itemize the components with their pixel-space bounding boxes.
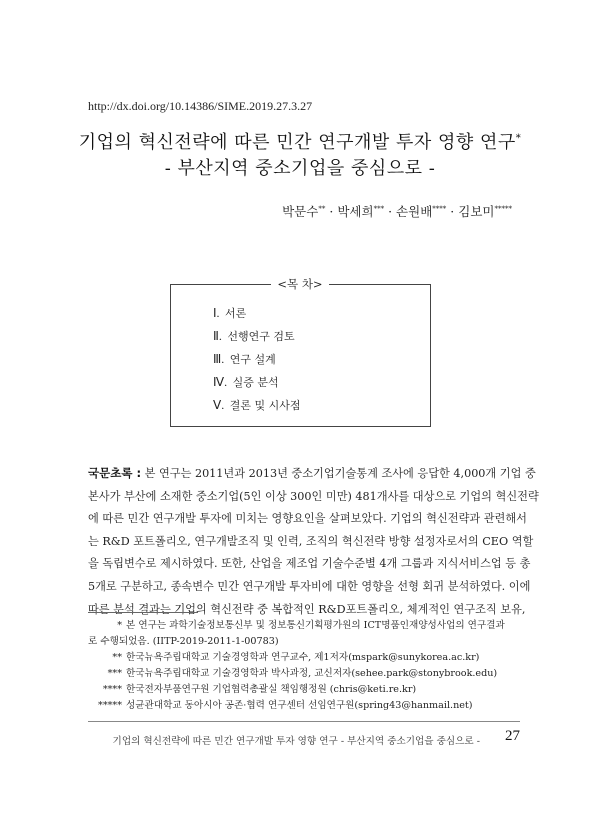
footer-divider xyxy=(88,721,520,722)
footnote-text: 본 연구는 과학기술정보통신부 및 정보통신기획평가원의 ICT명품인재양성사업의 연구결과 xyxy=(126,620,505,631)
author-name: 손원배 xyxy=(396,204,433,219)
author-mark: ***** xyxy=(494,204,512,213)
footnote-author-2 xyxy=(88,666,528,682)
toc-title: <목 차> xyxy=(0,276,600,292)
toc-item-label: 실증 분석 xyxy=(232,376,279,389)
author-list xyxy=(282,202,512,220)
title-line-1: 기업의 혁신전략에 따른 민간 연구개발 투자 영향 연구 xyxy=(78,132,516,153)
footnote-text: 한국전자부품연구원 기업협력총괄실 책임행정원 (chris@keti.re.kr) xyxy=(126,684,417,695)
author-mark: *** xyxy=(373,204,385,213)
author-mark: ** xyxy=(318,204,326,213)
footnote-author-1 xyxy=(88,650,528,666)
page-number: 27 xyxy=(505,728,520,744)
footnotes xyxy=(88,618,528,714)
author-name: 김보미 xyxy=(458,204,495,219)
toc-item-label: 결론 및 시사점 xyxy=(229,399,301,412)
toc-item-label: 연구 설계 xyxy=(229,353,276,366)
toc-item-introduction xyxy=(213,306,300,329)
toc-list xyxy=(213,306,300,421)
table-of-contents-box xyxy=(170,284,431,427)
toc-item-research-design xyxy=(213,352,300,375)
author-name: 박세희 xyxy=(337,204,374,219)
footnote-mark: **** xyxy=(102,684,122,695)
author-separator: · xyxy=(450,204,455,219)
running-title: 기업의 혁신전략에 따른 민간 연구개발 투자 영향 연구 - 부산지역 중소기업을 중심으로 - xyxy=(112,736,480,747)
toc-item-number: Ⅱ. xyxy=(213,329,222,343)
abstract-label: 국문초록 : xyxy=(88,466,142,480)
abstract-line: 5개로 구분하고, 종속변수 민간 연구개발 투자비에 대한 영향을 선형 회귀 분석하였다. 이에 xyxy=(88,579,531,593)
footnote-text: 성균관대학교 동아시아 공존·협력 연구센터 선임연구원(spring43@hanmail.net) xyxy=(126,700,473,711)
paper-subtitle: - 부산지역 중소기업을 중심으로 - xyxy=(164,158,436,179)
footnote-funding-continued: 로 수행되었음. (IITP-2019-2011-1-00783) xyxy=(88,636,279,647)
footnote-author-3 xyxy=(88,682,528,698)
toc-item-number: Ⅴ. xyxy=(213,398,225,412)
footnote-mark: ** xyxy=(112,652,122,663)
footnote-mark: * xyxy=(117,620,122,631)
abstract-line: 을 독립변수로 제시하였다. 또한, 산업을 제조업 기술수준별 4개 그룹과 지식서비스업 등 총 xyxy=(88,557,531,571)
toc-item-number: Ⅰ. xyxy=(213,306,220,320)
korean-abstract xyxy=(88,462,539,621)
doi-link[interactable]: http://dx.doi.org/10.14386/SIME.2019.27.3.27 xyxy=(88,99,313,113)
footnote-mark: ***** xyxy=(98,700,122,711)
abstract-line: 따른 분석 결과는 기업의 혁신전략 중 복합적인 R&D포트폴리오, 체계적인 연구조직 보유, xyxy=(88,602,526,616)
toc-item-number: Ⅳ. xyxy=(213,375,228,389)
author-separator: · xyxy=(329,204,334,219)
title-footnote-mark: * xyxy=(515,133,522,144)
abstract-line: 에 따른 민간 연구개발 투자에 미치는 영향요인을 살펴보았다. 기업의 혁신전략과 관련해서 xyxy=(88,512,527,526)
toc-item-empirical-analysis xyxy=(213,375,300,398)
page-footer xyxy=(88,728,520,748)
footnote-funding xyxy=(88,618,528,634)
abstract-line: 국문초록 : 본 연구는 2011년과 2013년 중소기업기술통계 조사에 응답한 4,000개 기업 중 xyxy=(88,466,536,480)
toc-item-number: Ⅲ. xyxy=(213,352,225,366)
footnote-text: 한국뉴욕주립대학교 기술경영학과 박사과정, 교신저자(sehee.park@stonybrook.edu) xyxy=(126,668,498,679)
toc-item-label: 선행연구 검토 xyxy=(227,330,295,343)
footnote-mark: *** xyxy=(107,668,122,679)
paper-title xyxy=(0,128,600,154)
footnote-divider xyxy=(88,612,198,613)
footnote-author-4 xyxy=(88,698,528,714)
abstract-line: 본사가 부산에 소재한 중소기업(5인 이상 300인 미만) 481개사를 대상으로 기업의 혁신전략 xyxy=(88,489,539,503)
author-name: 박문수 xyxy=(282,204,319,219)
toc-item-literature-review xyxy=(213,329,300,352)
toc-item-label: 서론 xyxy=(225,307,247,320)
footnote-text: 한국뉴욕주립대학교 기술경영학과 연구교수, 제1저자(mspark@sunykorea.ac.kr) xyxy=(126,652,480,663)
author-mark: **** xyxy=(432,204,447,213)
toc-item-conclusion xyxy=(213,398,300,421)
abstract-line: 는 R&D 포트폴리오, 연구개발조직 및 인력, 조직의 혁신전략 방향 설정자로서의 CEO 역할 xyxy=(88,534,534,548)
author-separator: · xyxy=(388,204,393,219)
